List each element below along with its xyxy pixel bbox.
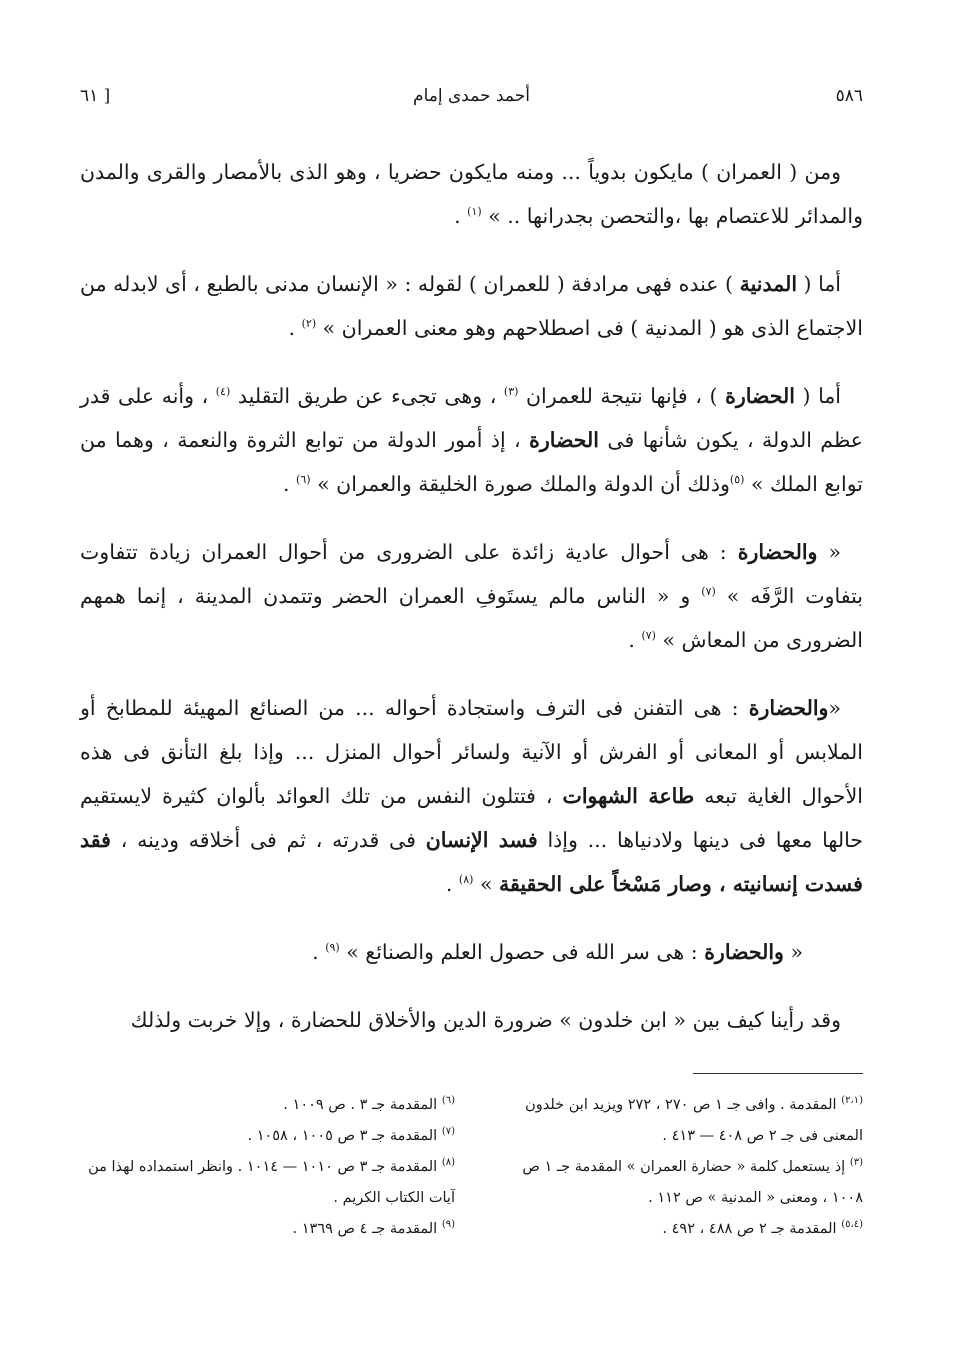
- bold-term: الحضارة: [725, 384, 795, 408]
- text-run: : هى التفنن فى الترف واستجادة أحواله ... من الصنائع المهيئة للمطابخ أو الملابس أو المعانى أو الفرش أو الآنية ولسائر أحوال المنزل ... وإذا بلغ التأنق فى هذه الأحوال الغاية تبعه: [80, 696, 863, 808]
- text-run: »: [473, 872, 499, 896]
- footnote-text: إذ يستعمل كلمة « حضارة العمران » المقدمة جـ ١ ص ١٠٠٨ ، ومعنى « المدنية » ص ١١٢ .: [522, 1159, 863, 1206]
- footnote-text: المقدمة جـ ٣ ص ١٠١٠ — ١٠١٤ . وانظر استمداده لهذا من آيات الكتاب الكريم .: [88, 1159, 455, 1206]
- text-run: .: [445, 872, 459, 896]
- footnote-mark: (٧): [441, 1126, 455, 1138]
- paragraph-3: [80, 374, 863, 506]
- paragraph-7: [80, 998, 863, 1042]
- bold-term: والحضارة: [737, 540, 818, 564]
- text-run: «: [783, 940, 803, 964]
- text-run: : هى سر الله فى حصول العلم والصنائع »: [339, 940, 705, 964]
- text-run: .: [288, 316, 302, 340]
- bold-term: والحضارة: [704, 940, 784, 964]
- text-run: ) ، فإنها نتيجة للعمران: [518, 384, 726, 408]
- paragraph-2: [80, 262, 863, 350]
- text-run: ) عنده فهى مرادفة ( للعمران ) لقوله : « الإنسان مدنى بالطبع ، أى لابدله من الاجتماع الذى هو ( المدنية ) فى اصطلاحهم وهو معنى العمران »: [80, 272, 863, 340]
- page-number: ٥٨٦: [835, 86, 863, 106]
- bold-term: فسد الإنسان: [425, 828, 538, 852]
- bold-term: فقد فسدت إنسانيته ، وصار مَسْخاً على الحقيقة: [80, 828, 863, 896]
- footnote-mark: (٢،١): [841, 1095, 863, 1107]
- bold-term: المدنية: [739, 272, 798, 296]
- footnote-mark: (٦): [441, 1095, 455, 1107]
- bold-term: والحضارة: [748, 696, 829, 720]
- text-run: وذلك أن الدولة والملك صورة الخليقة والعمران »: [310, 472, 730, 496]
- footnote-item: [80, 1152, 455, 1214]
- footnote-text: المقدمة جـ ٣ . ص ١٠٠٩ .: [283, 1097, 438, 1113]
- text-run: «: [828, 696, 841, 720]
- footnote-ref: (٨): [458, 873, 474, 887]
- text-run: ومن ( العمران ) مايكون بدوياً ... ومنه مايكون حضريا ، وهو الذى بالأمصار والقرى والمدن والمدائر للاعتصام بها ،والتحصن بجدرانها .. »: [80, 160, 863, 228]
- footnotes: [80, 1090, 863, 1260]
- footnote-divider: [693, 1073, 863, 1074]
- footnote-mark: (٩): [441, 1219, 455, 1231]
- text-run: .: [628, 628, 642, 652]
- main-text: [80, 150, 863, 1066]
- text-run: ، وأنه على قدر عظم الدولة ، يكون شأنها فى: [80, 384, 863, 452]
- footnotes-right-column: [488, 1090, 863, 1245]
- text-run: «: [817, 540, 841, 564]
- footnote-ref: (٩): [325, 941, 340, 955]
- bold-term: طاعة الشهوات: [562, 784, 695, 808]
- text-run: و « الناس مالم يستَوفِ العمران الحضر وتتمدن المدينة ، إنما همهم الضرورى من المعاش »: [80, 584, 863, 652]
- text-run: أما (: [797, 272, 841, 296]
- text-run: .: [283, 472, 297, 496]
- footnote-ref: (٧): [641, 629, 656, 643]
- footnote-text: المقدمة جـ ٤ ص ١٣٦٩ .: [292, 1221, 438, 1237]
- footnote-ref: (٥): [729, 473, 745, 487]
- text-run: ، فتتلون النفس من تلك العوائد بألوان كثيرة لايستقيم حالها معها فى دينها ولادنياها ... وإذا: [80, 784, 864, 852]
- footnote-ref: (٣): [503, 385, 519, 399]
- page-header: [80, 86, 863, 116]
- footnote-item: [80, 1121, 455, 1152]
- chapter-number: [ ٦١: [80, 86, 111, 106]
- text-run: فى قدرته ، ثم فى أخلاقه ودينه ،: [110, 828, 426, 852]
- footnote-mark: (٥،٤): [841, 1219, 863, 1231]
- footnote-mark: (٣): [849, 1157, 863, 1169]
- footnote-item: [80, 1090, 455, 1121]
- text-run: أما (: [794, 384, 841, 408]
- footnote-text: المقدمة . وافى جـ ١ ص ٢٧٠ ، ٢٧٢ ويزيد ابن خلدون المعنى فى جـ ٢ ص ٤٠٨ — ٤١٣ .: [525, 1097, 863, 1144]
- footnote-item: [488, 1090, 863, 1152]
- text-run: : هى أحوال عادية زائدة على الضرورى من أحوال العمران زيادة تتفاوت بتفاوت الرَّفَه »: [80, 540, 863, 608]
- paragraph-1: [80, 150, 863, 238]
- footnote-ref: (٧): [701, 585, 716, 599]
- footnote-item: [80, 1214, 455, 1245]
- footnote-ref: (٢): [301, 317, 317, 331]
- footnote-ref: (٦): [296, 473, 311, 487]
- footnote-ref: (١): [467, 205, 482, 219]
- paragraph-5: [80, 686, 863, 906]
- footnote-text: المقدمة جـ ٢ ص ٤٨٨ ، ٤٩٢ .: [662, 1221, 837, 1237]
- paragraph-6: [80, 930, 863, 974]
- footnote-ref: (٤): [215, 385, 231, 399]
- bold-term: الحضارة: [529, 428, 599, 452]
- text-run: ، وهى تجىء عن طريق التقليد: [230, 384, 504, 408]
- footnote-item: [488, 1152, 863, 1214]
- text-run: وقد رأينا كيف بين « ابن خلدون » ضرورة الدين والأخلاق للحضارة ، وإلا خربت ولذلك: [130, 1008, 841, 1032]
- footnote-item: [488, 1214, 863, 1245]
- footnotes-left-column: [80, 1090, 455, 1245]
- footnote-mark: (٨): [441, 1157, 455, 1169]
- footnote-text: المقدمة جـ ٣ ص ١٠٠٥ ، ١٠٥٨ .: [247, 1128, 438, 1144]
- running-head-author: أحمد حمدى إمام: [413, 86, 530, 106]
- text-run: .: [454, 204, 468, 228]
- text-run: ، إذ أمور الدولة من توابع الثروة والنعمة ، وهما من توابع الملك »: [80, 428, 863, 496]
- paragraph-4: [80, 530, 863, 662]
- text-run: .: [312, 940, 326, 964]
